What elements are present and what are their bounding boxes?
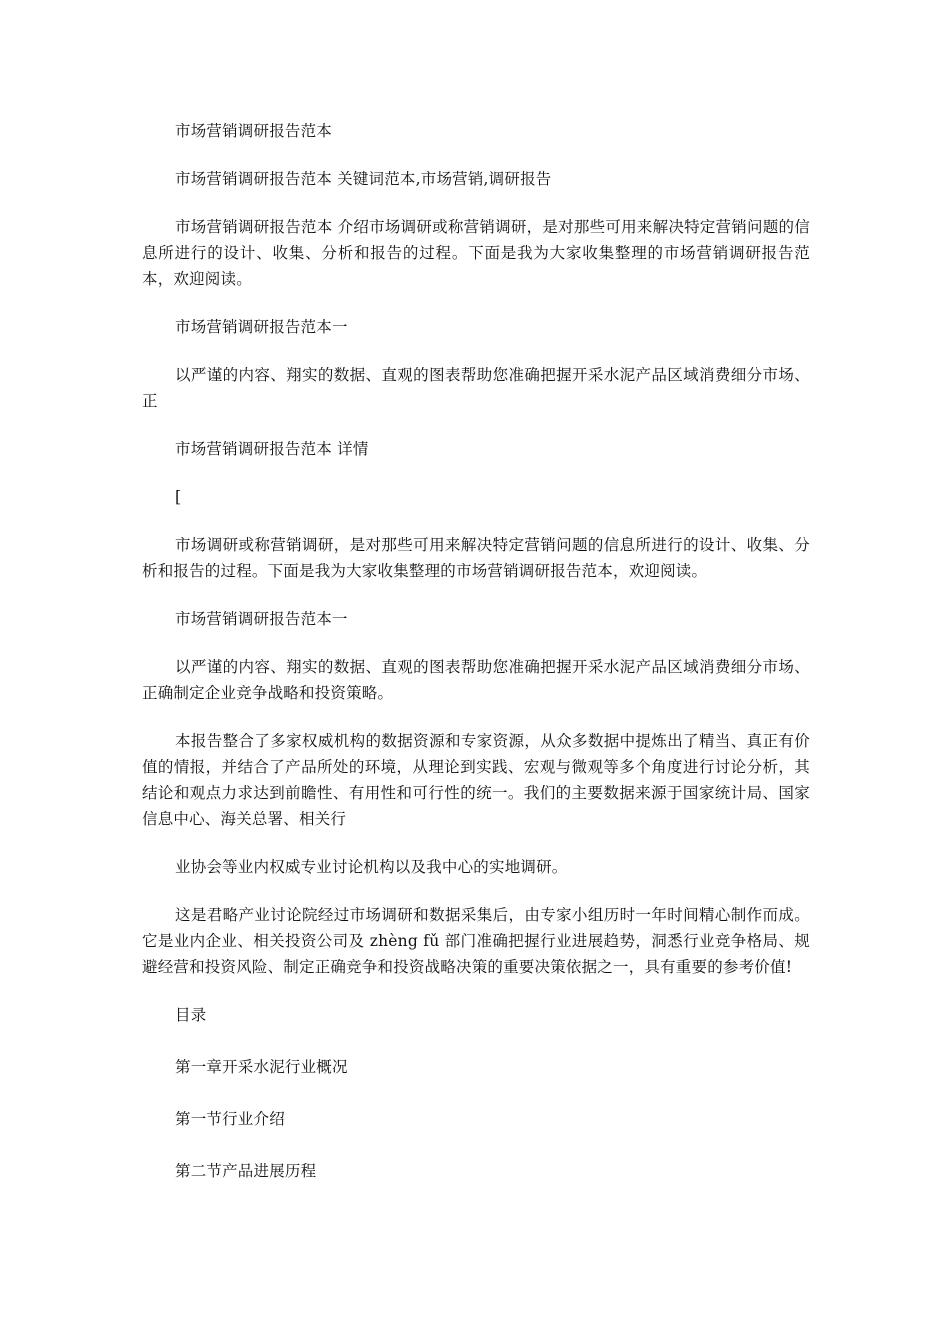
document-title: 市场营销调研报告范本 — [175, 122, 333, 140]
section-heading: 市场营销调研报告范本一 — [175, 318, 348, 336]
toc-item: 第二节产品进展历程 — [175, 1162, 317, 1180]
body-paragraph: 本报告整合了多家权威机构的数据资源和专家资源，从众多数据中提炼出了精当、真正有价值的情报，并结合了产品所处的环境，从理论到实践、宏观与微观等多个角度进行讨论分析，其结论和观点力求达到前瞻性、有用性和可行性的统一。我们的主要数据来源于国家统计局、国家信息中心、海关总署、相关行 — [142, 732, 810, 828]
body-paragraph: 以严谨的内容、翔实的数据、直观的图表帮助您准确把握开采水泥产品区域消费细分市场、正 — [142, 366, 810, 410]
toc-item: 第一章开采水泥行业概况 — [175, 1058, 348, 1076]
body-paragraph: 以严谨的内容、翔实的数据、直观的图表帮助您准确把握开采水泥产品区域消费细分市场、正确制定企业竞争战略和投资策略。 — [142, 658, 810, 702]
body-paragraph: 这是君略产业讨论院经过市场调研和数据采集后，由专家小组历时一年时间精心制作而成。它是业内企业、相关投资公司及 zhèng fǔ 部门准确把握行业进展趋势，洞悉行业竞争格局、规避经营和投资风险、制定正确竞争和投资战略决策的重要决策依据之一，具有重要的参考价值! — [142, 906, 810, 976]
toc-item: 第一节行业介绍 — [175, 1110, 285, 1128]
toc-heading: 目录 — [175, 1006, 207, 1024]
intro-paragraph: 市场营销调研报告范本 介绍市场调研或称营销调研，是对那些可用来解决特定营销问题的信息所进行的设计、收集、分析和报告的过程。下面是我为大家收集整理的市场营销调研报告范本，欢迎阅读。 — [142, 218, 810, 288]
bracket-line: [ — [175, 488, 182, 506]
document-body — [142, 118, 810, 1206]
keywords-line: 市场营销调研报告范本 关键词范本,市场营销,调研报告 — [175, 170, 552, 188]
body-paragraph: 市场调研或称营销调研，是对那些可用来解决特定营销问题的信息所进行的设计、收集、分析和报告的过程。下面是我为大家收集整理的市场营销调研报告范本，欢迎阅读。 — [142, 536, 810, 580]
section-heading: 市场营销调研报告范本一 — [175, 610, 348, 628]
details-line: 市场营销调研报告范本 详情 — [175, 440, 369, 458]
body-paragraph: 业协会等业内权威专业讨论机构以及我中心的实地调研。 — [175, 858, 568, 876]
